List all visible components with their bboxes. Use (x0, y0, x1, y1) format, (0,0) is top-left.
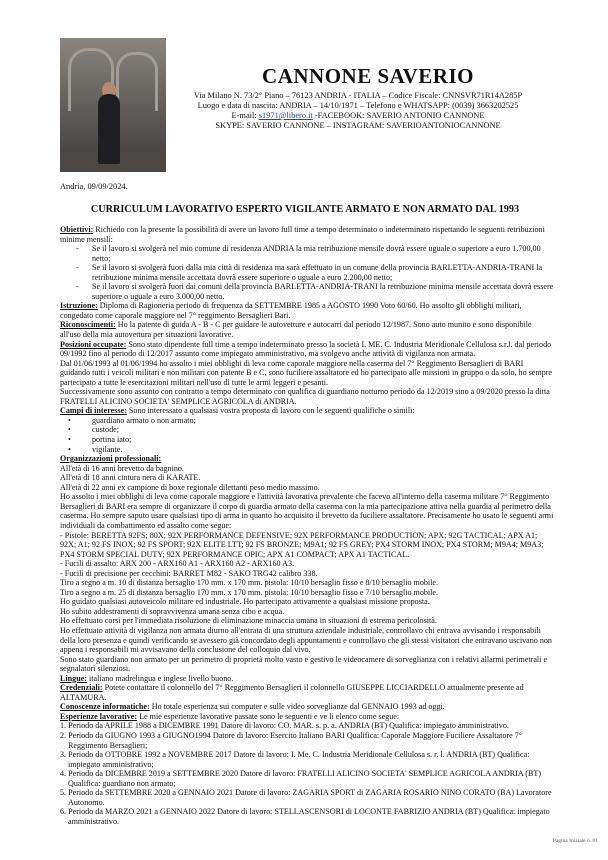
address-line: Via Milano N. 73/2° Piano – 76123 ANDRIA - ITALIA – Codice Fiscale: CNNSVR71R14A285P (193, 91, 523, 100)
lingue-text: italiano madrelingua e inglese livello buono. (87, 673, 234, 683)
organizzazioni-text (60, 464, 554, 674)
social-line: SKYPE: SAVERIO CANNONE – INSTAGRAM: SAVERIOANTONIOCANNONE (215, 121, 501, 130)
cv-body (60, 225, 554, 826)
istruzione-label: Istruzione: (60, 301, 98, 311)
list-item: All'età di 18 anni cintura nera di KARATE. (60, 473, 201, 483)
list-item: • custode; (92, 425, 554, 435)
list-item: • guardiano armato o non armato; (92, 416, 554, 426)
posizioni-paragraph: Dal 01/06/1993 al 01/06/1994 ho assolto i miei obblighi di leva come caporale maggiore nella caserma del 7° Reggimento Bersaglieri di BARI guidando tutti i veicoli militari e non militari con patente B e C, sono fuciliere assaltatore ed ho partecipato alle missioni in gruppo o da solo, ho sempre partecipato a tutte le esercitazioni militari nell'uso di tutte le armi leggeri e pesanti. (60, 358, 553, 387)
informatiche-section (60, 702, 554, 712)
list-item: - Fucili di assalto: ARX 200 - ARX160 A1 - ARX160 A2 - ARX160 A3. (60, 559, 295, 569)
informatiche-text: Ho totale esperienza sui computer e sulle video sorveglianze dal GENNAIO 1993 ad oggi. (149, 702, 445, 712)
esperienze-label: Esperienze lavorative: (60, 711, 138, 721)
campi-section (60, 406, 554, 416)
list-item: 4. Periodo da DICEMBRE 2019 a SETTEMBRE 2020 Datore di lavoro: FRATELLI ALICINO SOCIETA' SEMPLICE AGRICOLA ANDRIA (BT) Qualifica: guardiano non armato; (60, 769, 542, 788)
list-item: All'età di 16 anni brevetto da bagnino. (60, 463, 184, 473)
list-item: 3. Periodo da OTTOBRE 1992 a NOVEMBRE 2017 Datore di lavoro: I. Me. C. Industria Meridionale Cellulosa s. r. l. ANDRIA (BT) Qualifica: impiegato amministrativo; (60, 750, 530, 769)
lingue-section (60, 674, 554, 684)
lingue-label: Lingue: (60, 673, 87, 683)
esperienze-list (60, 721, 554, 826)
list-item: Ho guidato qualsiasi autoveicolo militare ed industriale. Ho partecipato attivamente a qualsiasi missione proposta. (60, 597, 430, 607)
list-item: - Se il lavoro si svolgerà fuori dalla mia città di residenza ma sarà effettuato in un comune della provincia BARLETTA-ANDRIA-TRANI la retribuzione minima mensile accettata dovrà essere superiore o uguale a euro 2.200,00 netto; (92, 263, 554, 282)
list-item: - Se il lavoro si svolgerà fuori dai comuni della provincia BARLETTA-ANDRIA-TRANI la retribuzione minima mensile accettata dovrà essere superiore o uguale a euro 3.000,00 netto. (92, 282, 554, 301)
posizioni-section (60, 340, 554, 359)
list-item: - Se il lavoro si svolgerà nel mio comune di residenza ANDRIA la mia retribuzione mensile dovrà essere uguale o superiore a euro 1.700,00 netto; (92, 244, 554, 263)
list-item: 2. Periodo da GIUGNO 1993 a GIUGNO1994 Datore di lavoro: Esercito Italiano BARI Qualifica: Caporale Maggiore Fuciliere Assaltatore 7° Reggimento Bersaglieri; (60, 730, 522, 750)
list-item: Ho assolto i miei obblighi di leva come caporale maggiore e l'attività lavorativa prevalente che facevo all'interno della caserma militare 7° Reggimento Bersaglieri di BARI era sempre di organizzare il corpo di guardia armato della caserma con la mia partecipazione attiva nella guardia al perimetro della caserma. Ho sempre saputo usare qualsiasi tipo di arma in quanto ho acquisito il brevetto da fuciliere assaltatore. Precisamente ho usato le seguenti armi individuali da combattimento ed assalto come segue: (60, 492, 554, 530)
istruzione-text: Diploma di Ragioneria periodo di frequenza da SETTEMBRE 1985 a AGOSTO 1990 Voto 60/60. Ho assolto gli obblighi militari, congedato come caporale maggiore nel 7° reggimento Bersaglieri Bari. (60, 301, 522, 320)
posizioni-text: Sono stato dipendente full time a tempo indeterminato presso la società I. ME. C. Industria Meridionale Cellulosa s.r.l. dal periodo 09/1992 fino al periodo di 12/2017 assunto come impiegato amministrativo, ma svolgevo anche attività di vigilanza non armata. (60, 339, 552, 359)
list-item: Ho effettuato attività di vigilanza non armata diurno all'entrata di una struttura aziendale industriale, controllavo chi entrava avvisando i responsabili della loro presenza e quindi verificando se avessero già concordato degli appuntamenti e controllavo che gli stessi visitatori che entravano uscivano non appena i responsabili mi avvisavano della conclusione del colloquio dal vivo. (60, 625, 552, 655)
list-item: Sono stato guardiano non armato per un perimetro di proprietà molto vasto e gestivo le videocamere di sorveglianza con i relativi allarmi perimetrali e segnalatori silenziosi. (60, 654, 548, 674)
qualifiche-list (60, 416, 554, 454)
credenziali-text: Potete contattare il colonnello del 7° Reggimento Bersaglieri il colonnello GIUSEPPE LICCIARDELLO attualmente presente ad ALTAMURA. (60, 683, 524, 702)
list-item: 6. Periodo da MARZO 2021 a GENNAIO 2022 Datore di lavoro: STELLASCENSORI di LOCONTE FABRIZIO ANDRIA (BT) Qualifica: impiegato amministrativo. (60, 807, 550, 826)
facebook-text: -FACEBOOK: SAVERIO ANTONIO CANNONE (312, 111, 485, 120)
list-item: Ho effettuato corsi per l'immediata risoluzione di eliminazione minaccia umana in situazioni di estrema pericolosità. (60, 616, 437, 626)
credenziali-section (60, 683, 554, 702)
list-item: • vigilante. (92, 445, 554, 455)
list-item: - Fucili di precisione per cecchini: BARRET M82 - SAKO TRG42 calibro 338. (60, 568, 318, 578)
riconoscimenti-section (60, 320, 554, 339)
posizioni-label: Posizioni occupate: (60, 339, 127, 349)
list-item: - Pistole: BERETTA 92FS; 80X; 92X PERFORMANCE DEFENSIVE; 92X PERFORMANCE PRODUCTION; APX; 92G TACTICAL; APX A1; 92X; A1; 92 FS INOX; 92 FS SPORT; 92X ELITE LTT; 92 FS BRONZE; M9A1; 92 FS GREY; PX4 STORM INOX; PX4 STORM; M9A4; M9A3; PX4 STORM SPECIAL DUTY; 92X PERFORMANCE OPIC; APX A1 COMPACT; APX A1 TACTICAL. (60, 530, 544, 559)
page-footer: Pagina Iniziale n. 01 (552, 838, 598, 844)
list-item: Ho subito addestramenti di sopravvivenza umana senza cibo e acqua. (60, 606, 285, 616)
birth-phone-line: Luogo e data di nascita: ANDRIA – 14/10/1971 – Telefono e WHATSAPP: (0039) 3663202525 (197, 101, 519, 110)
campi-text: Sono interessato a qualsiasi vostra proposta di lavoro con le seguenti qualifiche o simili: (126, 406, 415, 416)
candidate-name: CANNONE SAVERIO (262, 64, 474, 88)
list-item: 5. Periodo da SETTEMBRE 2020 a GENNAIO 2021 Datore di lavoro: ZAGARIA SPORT di ZAGARIA ROSARIO NINO CORATO (BA) Lavoratore Autonomo. (60, 788, 552, 807)
riconoscimenti-text: Ho la patente di guida A - B - C per guidare le autovetture e autocarri dal periodo 12/1987. Sono auto munito e sono disponibile all'uso della mia autovettura per situazioni lavorative. (60, 320, 532, 340)
campi-label: Campi di interesse: (60, 406, 127, 416)
obiettivi-section (60, 225, 554, 244)
obiettivi-text: Richiedo con la presente la possibilità di avere un lavoro full time a tempo determinato o indeterminato rispettando le seguenti retribuzioni minime mensili: (60, 225, 545, 244)
document-title: CURRICULUM LAVORATIVO ESPERTO VIGILANTE ARMATO E NON ARMATO DAL 1993 (90, 204, 520, 215)
esperienze-text: Le mie esperienze lavorative passate sono le seguenti e ve li elenco come segue: (137, 711, 400, 721)
email-link[interactable]: s1971@libero.it (258, 111, 313, 120)
esperienze-section (60, 712, 554, 722)
organizzazioni-heading (60, 454, 554, 464)
list-item: 1. Periodo da APRILE 1988 a DICEMBRE 1991 Datore di lavoro: CO. MAR. s. p. a. ANDRIA (BT) Qualifica: impiegato amministrativo. (60, 721, 509, 731)
email-line (178, 111, 538, 121)
informatiche-label: Conoscenze informatiche: (60, 702, 150, 712)
istruzione-section (60, 301, 554, 320)
list-item: All'età di 22 anni ex campione di boxe regionale dilettanti peso medio massimo. (60, 482, 320, 492)
riconoscimenti-label: Riconoscimenti: (60, 320, 116, 330)
list-item: Tiro a segno a m. 10 di distanza bersaglio 170 mm. x 170 mm. pistola: 10/10 bersaglio fisso e 8/10 bersaglio mobile. (60, 578, 439, 588)
email-prefix: E-mail: (231, 111, 259, 120)
list-item: Tiro a segno a m. 25 di distanza bersaglio 170 mm. x 170 mm. pistola: 10/10 bersaglio fisso e 7/10 bersaglio mobile. (60, 587, 439, 597)
list-item: • portina iato; (92, 435, 554, 445)
salary-list (60, 244, 554, 301)
obiettivi-label: Obiettivi: (60, 225, 94, 234)
posizioni-paragraph: Successivamente sono assunto con contratto a tempo determinato con qualifica di guardiano notturno periodo da 12/2019 sino a 09/2020 presso la ditta FRATELLI ALICINO SOCIETA' SEMPLICE AGRICOLA di ANDRIA. (60, 387, 550, 406)
document-date: Andria, 09/09/2024. (60, 182, 128, 191)
credenziali-label: Credenziali: (60, 683, 103, 693)
profile-photo (60, 38, 166, 172)
organizzazioni-label: Organizzazioni professionali: (60, 454, 162, 464)
